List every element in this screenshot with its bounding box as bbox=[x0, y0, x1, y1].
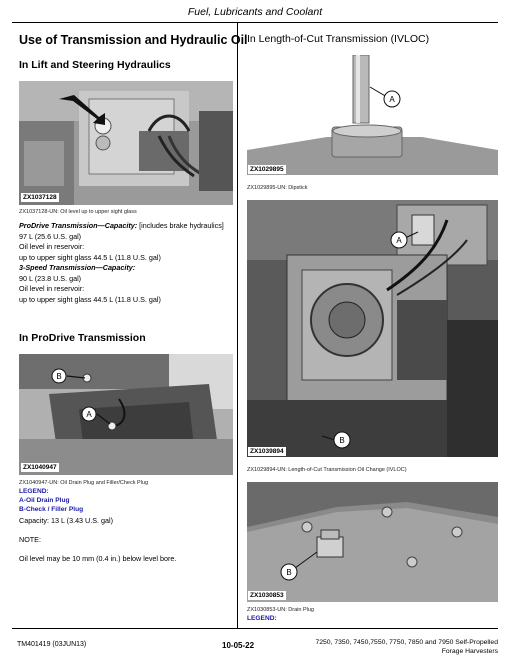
subsection-prodrive: In ProDrive Transmission bbox=[19, 332, 146, 344]
section-heading-ivloc: In Length-of-Cut Transmission (IVLOC) bbox=[247, 33, 430, 45]
legend-title: LEGEND: bbox=[19, 488, 49, 495]
photo-code: ZX1037128 bbox=[23, 194, 57, 201]
footer-rule bbox=[12, 628, 498, 629]
photo-dipstick bbox=[247, 55, 498, 175]
legend-item-a: A-Oil Drain Plug bbox=[19, 497, 70, 504]
photo-ivloc-transmission bbox=[247, 200, 498, 457]
photo-caption: ZX1029894-UN: Length-of-Cut Transmission Oil Change (IVLOC) bbox=[247, 467, 407, 473]
footer-product-name: Forage Harvesters bbox=[441, 648, 498, 655]
prodrive-capacity-note: [includes brake hydraulics] bbox=[139, 221, 224, 230]
capacity-text-block bbox=[19, 221, 233, 305]
prodrive-capacity: Capacity: 13 L (3.43 U.S. gal) bbox=[19, 516, 114, 525]
subsection-lift-steering: In Lift and Steering Hydraulics bbox=[19, 59, 171, 71]
capacity-value: 90 L (23.8 U.S. gal) bbox=[19, 273, 82, 283]
photo-prodrive-transmission bbox=[19, 354, 233, 475]
oil-level-label: Oil level in reservoir: bbox=[19, 242, 85, 251]
callout-b: B bbox=[56, 372, 62, 381]
callout-a: A bbox=[389, 95, 395, 104]
legend-item-b: B-Check / Filler Plug bbox=[19, 506, 84, 513]
note-text: Oil level may be 10 mm (0.4 in.) below level bore. bbox=[19, 554, 177, 563]
oil-level-value: up to upper sight glass 44.5 L (11.8 U.S. gal) bbox=[19, 252, 161, 262]
callout-b: B bbox=[286, 568, 292, 577]
prodrive-capacity-line bbox=[19, 221, 233, 232]
footer-models: 7250, 7350, 7450,7550, 7750, 7850 and 7950 Self-Propelled bbox=[315, 639, 498, 646]
callout-a: A bbox=[396, 236, 402, 245]
legend-title: LEGEND: bbox=[247, 615, 277, 622]
callout-b: B bbox=[339, 436, 345, 445]
photo-caption: ZX1030853-UN: Drain Plug bbox=[247, 607, 314, 613]
photo-hydraulic-reservoir bbox=[19, 81, 233, 205]
header-rule bbox=[12, 22, 498, 23]
prodrive-capacity-label: ProDrive Transmission—Capacity: bbox=[19, 221, 138, 230]
photo-code: ZX1030853 bbox=[250, 592, 284, 599]
photo-caption: ZX1029895-UN: Dipstick bbox=[247, 185, 308, 191]
page-header-title: Fuel, Lubricants and Coolant bbox=[187, 6, 323, 18]
section-heading: Use of Transmission and Hydraulic Oil bbox=[19, 33, 248, 47]
photo-code: ZX1029895 bbox=[250, 166, 284, 173]
callout-a: A bbox=[86, 410, 92, 419]
capacity-value: 97 L (25.6 U.S. gal) bbox=[19, 231, 82, 241]
photo-drain-plug bbox=[247, 482, 498, 602]
oil-level-label: Oil level in reservoir: bbox=[19, 284, 85, 293]
footer-product bbox=[300, 638, 498, 656]
photo-caption: ZX1040947-UN: Oil Drain Plug and Filler/Check Plug bbox=[19, 480, 149, 486]
three-speed-capacity-label: 3-Speed Transmission—Capacity: bbox=[19, 263, 136, 272]
oil-level-value: up to upper sight glass 44.5 L (11.8 U.S. gal) bbox=[19, 294, 161, 304]
footer-doc-id: TM401419 (03JUN13) bbox=[17, 641, 87, 648]
note-label: NOTE: bbox=[19, 535, 41, 544]
photo-caption: ZX1037128-UN: Oil level up to upper sight glass bbox=[19, 209, 137, 215]
column-divider bbox=[237, 23, 238, 628]
photo-code: ZX1039894 bbox=[250, 448, 284, 455]
footer-page-number: 10-05-22 bbox=[222, 641, 255, 650]
photo-code: ZX1040947 bbox=[23, 464, 57, 471]
